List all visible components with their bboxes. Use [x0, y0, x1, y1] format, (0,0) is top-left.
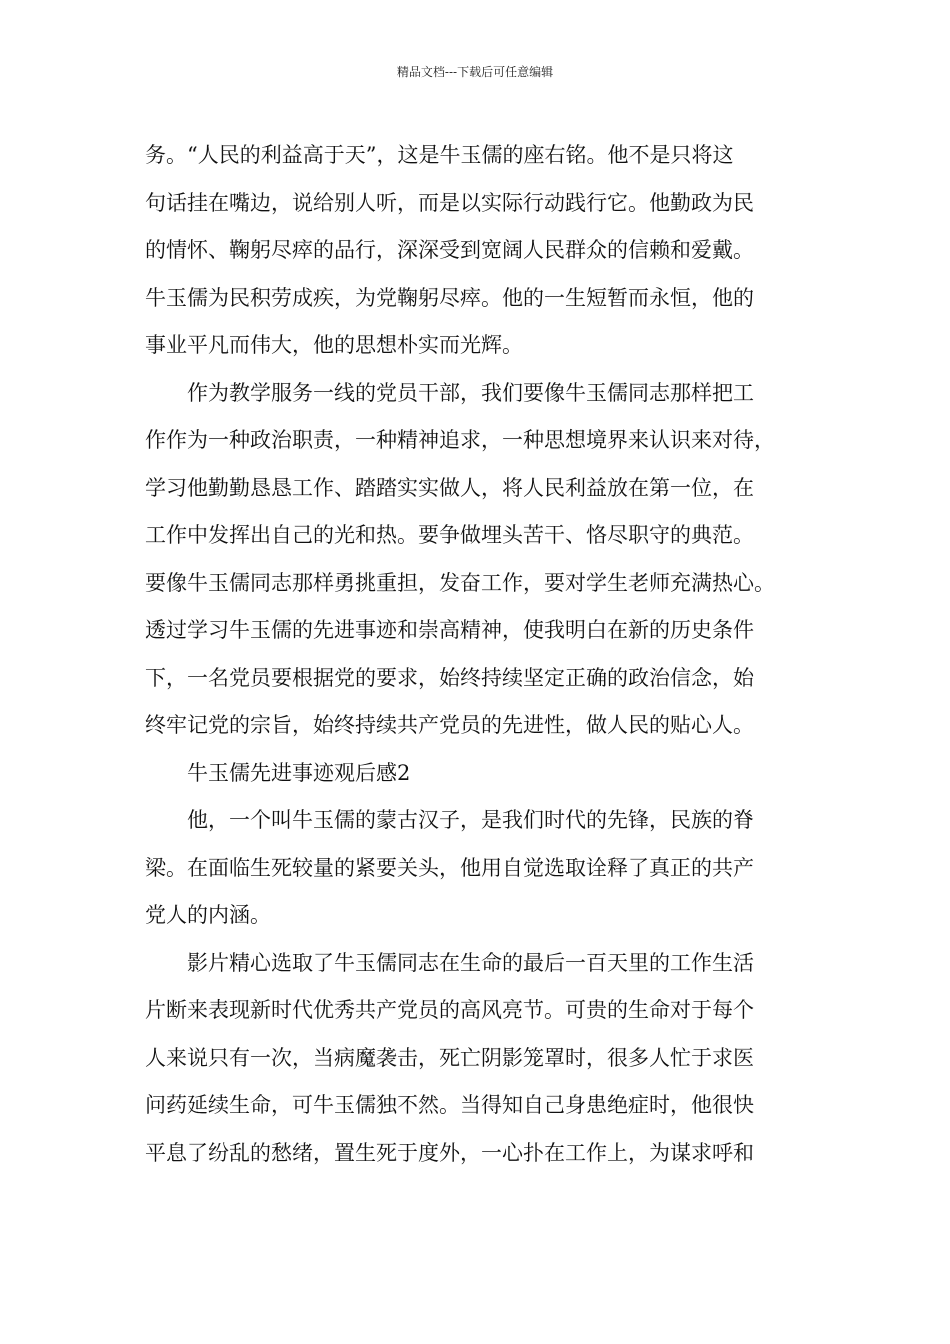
text-line: 片断来表现新时代优秀共产党员的高风亮节。可贵的生命对于每个 [145, 998, 754, 1022]
text-line: 人来说只有一次，当病魔袭击，死亡阴影笼罩时，很多人忙于求医 [145, 1045, 754, 1070]
text-line: 的情怀、鞠躬尽瘁的品行，深深受到宽阔人民群众的信赖和爱戴。 [145, 238, 754, 262]
text-line: 下，一名党员要根据党的要求，始终持续坚定正确的政治信念，始 [145, 665, 754, 690]
text-line: 影片精心选取了牛玉儒同志在生命的最后一百天里的工作生活 [187, 950, 754, 975]
text-line: 透过学习牛玉儒的先进事迹和崇高精神，使我明白在新的历史条件 [145, 618, 754, 642]
paragraph [145, 132, 810, 370]
text-line: 工作中发挥出自己的光和热。要争做埋头苦干、恪尽职守的典范。 [145, 523, 754, 547]
paragraph [145, 797, 810, 940]
text-line: 牛玉儒为民积劳成疾，为党鞠躬尽瘁。他的一生短暂而永恒，他的 [145, 285, 754, 310]
page-header: 精品文档---下载后可任意编辑 [396, 65, 554, 79]
text-line: 平息了纷乱的愁绪，置生死于度外，一心扑在工作上，为谋求呼和 [145, 1140, 754, 1165]
text-line: 句话挂在嘴边，说给别人听，而是以实际行动践行它。他勤政为民 [145, 190, 754, 215]
text-line: 问药延续生命，可牛玉儒独不然。当得知自己身患绝症时，他很快 [145, 1093, 754, 1117]
document-body [145, 132, 810, 1177]
paragraph [145, 370, 810, 750]
text-line: 终牢记党的宗旨，始终持续共产党员的先进性，做人民的贴心人。 [145, 713, 754, 737]
section-heading [145, 750, 810, 798]
text-line: 党人的内涵。 [145, 903, 271, 927]
text-line: 学习他勤勤恳恳工作、踏踏实实做人，将人民利益放在第一位，在 [145, 475, 754, 500]
text-line: 作为教学服务一线的党员干部，我们要像牛玉儒同志那样把工 [187, 380, 754, 405]
text-line: 牛玉儒先进事迹观后感2 [187, 760, 411, 785]
text-line: 他，一个叫牛玉儒的蒙古汉子，是我们时代的先锋，民族的脊 [187, 808, 754, 832]
text-line: 作作为一种政治职责，一种精神追求，一种思想境界来认识来对待， [145, 428, 775, 452]
text-line: 要像牛玉儒同志那样勇挑重担，发奋工作，要对学生老师充满热心。 [145, 570, 775, 595]
text-line: 事业平凡而伟大，他的思想朴实而光辉。 [145, 333, 523, 357]
paragraph [145, 940, 810, 1178]
text-line: 梁。在面临生死较量的紧要关头，他用自觉选取诠释了真正的共产 [145, 855, 754, 880]
text-line: 务。“人民的利益高于天”，这是牛玉儒的座右铭。他不是只将这 [145, 143, 734, 167]
